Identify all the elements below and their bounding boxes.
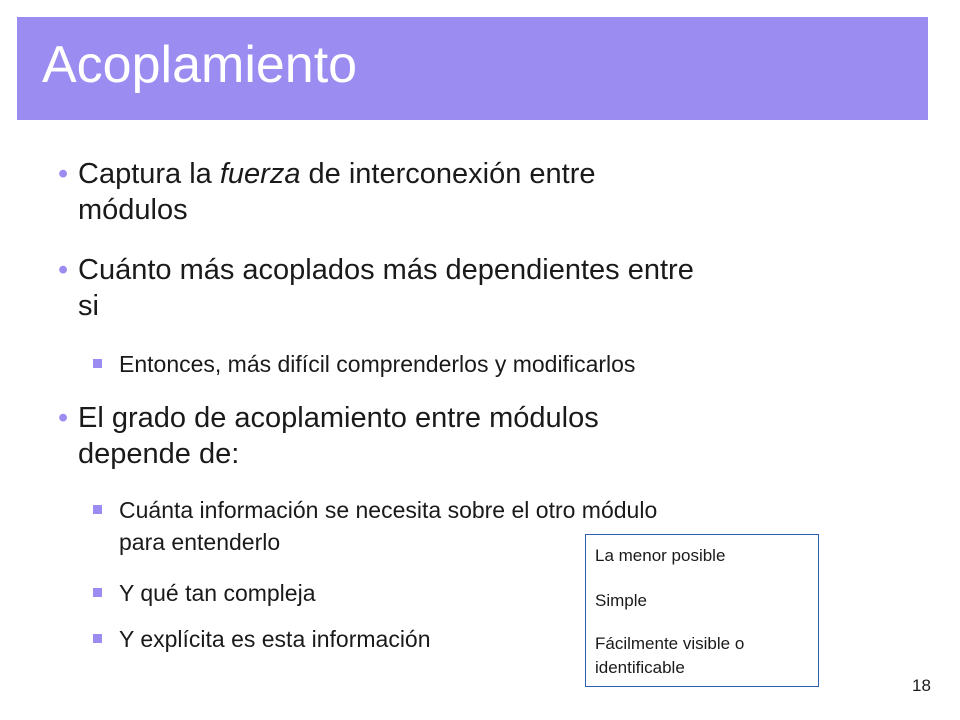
bullet-1-line-2: módulos xyxy=(78,194,188,226)
page-number: 18 xyxy=(912,676,931,695)
square-bullet-icon xyxy=(93,588,102,597)
bullet-item-2 xyxy=(58,252,694,324)
annotation-line-3: Fácilmente visible o xyxy=(595,634,745,653)
bullet-3-line-1: El grado de acoplamiento entre módulos xyxy=(78,402,599,434)
title-bar xyxy=(17,17,928,120)
bullet-item-3 xyxy=(58,400,599,472)
square-bullet-icon xyxy=(93,505,102,514)
sub-bullet-3-2 xyxy=(119,577,316,609)
sub-bullet-3-3 xyxy=(119,623,431,655)
sub-bullet-3-3-text: Y explícita es esta información xyxy=(119,626,431,652)
sub-bullet-3-1-line-2: para entenderlo xyxy=(119,529,281,555)
sub-bullet-3-2-text: Y qué tan compleja xyxy=(119,580,316,606)
annotation-box xyxy=(585,534,819,687)
bullet-dot-icon: • xyxy=(58,158,69,190)
sub-bullet-3-1-line-1: Cuánta información se necesita sobre el otro módulo xyxy=(119,497,658,523)
square-bullet-icon xyxy=(93,634,102,643)
annotation-line-2: Simple xyxy=(595,591,647,610)
bullet-1-text-italic: fuerza xyxy=(219,158,301,190)
bullet-item-1 xyxy=(58,156,596,228)
bullet-1-text-post: de interconexión entre xyxy=(300,158,596,190)
sub-bullet-2-1-text: Entonces, más difícil comprenderlos y modificarlos xyxy=(119,351,636,377)
slide-title: Acoplamiento xyxy=(42,36,358,94)
sub-bullet-3-1 xyxy=(119,494,657,558)
sub-bullet-2-1 xyxy=(119,348,635,380)
bullet-dot-icon: • xyxy=(58,254,69,286)
bullet-1-text-pre: Captura la xyxy=(78,158,220,190)
annotation-line-1: La menor posible xyxy=(595,546,726,565)
bullet-dot-icon: • xyxy=(58,402,69,434)
bullet-1-line-1 xyxy=(78,156,596,192)
square-bullet-icon xyxy=(93,359,102,368)
bullet-2-line-2: si xyxy=(78,290,99,322)
bullet-3-line-2: depende de: xyxy=(78,438,240,470)
bullet-2-line-1: Cuánto más acoplados más dependientes entre xyxy=(78,254,694,286)
annotation-line-4: identificable xyxy=(595,658,685,677)
